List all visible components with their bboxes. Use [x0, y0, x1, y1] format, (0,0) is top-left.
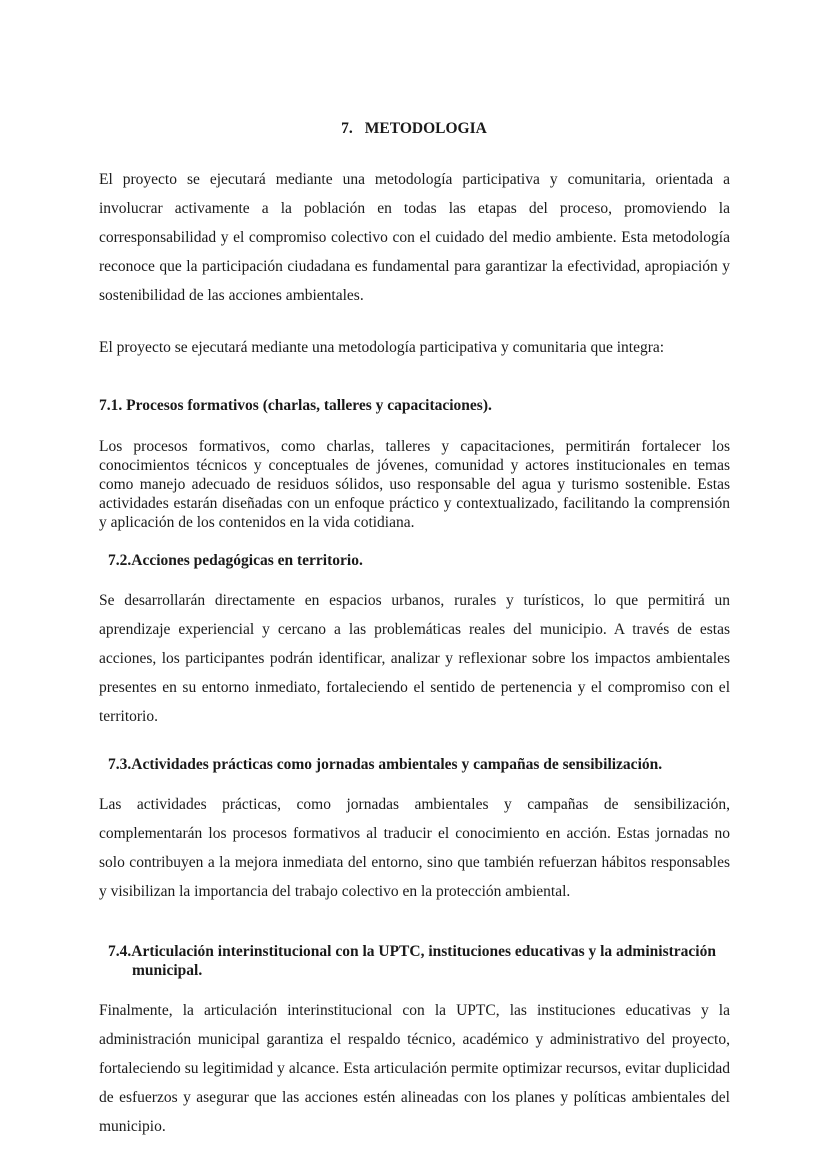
- subsection-heading-7-3: 7.3.Actividades prácticas como jornadas ambientales y campañas de sensibilización.: [108, 756, 663, 773]
- subsection-body-7-4: Finalmente, la articulación interinstitucional con la UPTC, las instituciones educativas y la administración municipal garantiza el respaldo técnico, académico y administrativo del proyecto, fortaleciendo su legitimidad y alcance. Esta articulación permite optimizar recursos, evitar duplicidad de esfuerzos y asegurar que las acciones estén alineadas con los planes y políticas ambientales del municipio.: [99, 1002, 730, 1135]
- subsection-body-7-3: Las actividades prácticas, como jornadas ambientales y campañas de sensibilización, complementarán los procesos formativos al traducir el conocimiento en acción. Estas jornadas no solo contribuyen a la mejora inmediata del entorno, sino que también refuerzan hábitos responsables y visibilizan la importancia del trabajo colectivo en la protección ambiental.: [99, 796, 730, 900]
- section-number: 7.: [341, 120, 353, 137]
- intro-summary: El proyecto se ejecutará mediante una metodología participativa y comunitaria que integra:: [99, 339, 665, 356]
- intro-paragraph: El proyecto se ejecutará mediante una metodología participativa y comunitaria, orientada a involucrar activamente a la población en todas las etapas del proceso, promoviendo la corresponsabilidad y el compromiso colectivo con el cuidado del medio ambiente. Esta metodología reconoce que la participación ciudadana es fundamental para garantizar la efectividad, apropiación y sostenibilidad de las acciones ambientales.: [99, 171, 730, 304]
- section-title-text: METODOLOGIA: [364, 120, 487, 137]
- subsection-heading-7-1: 7.1. Procesos formativos (charlas, talleres y capacitaciones).: [99, 397, 492, 414]
- subsection-body-7-1: Los procesos formativos, como charlas, talleres y capacitaciones, permitirán fortalecer los conocimientos técnicos y conceptuales de jóvenes, comunidad y actores institucionales en temas como manejo adecuado de residuos sólidos, uso responsable del agua y turismo sostenible. Estas actividades estarán diseñadas con un enfoque práctico y contextualizado, facilitando la comprensión y aplicación de los contenidos en la vida cotidiana.: [99, 438, 730, 531]
- section-title: [0, 120, 828, 138]
- subsection-heading-7-2: 7.2.Acciones pedagógicas en territorio.: [108, 552, 363, 569]
- subsection-body-7-2: Se desarrollarán directamente en espacios urbanos, rurales y turísticos, lo que permitirá un aprendizaje experiencial y cercano a las problemáticas reales del municipio. A través de estas acciones, los participantes podrán identificar, analizar y reflexionar sobre los impactos ambientales presentes en su entorno inmediato, fortaleciendo el sentido de pertenencia y el compromiso con el territorio.: [99, 592, 730, 725]
- subsection-heading-7-4: 7.4.Articulación interinstitucional con la UPTC, instituciones educativas y la administración municipal.: [108, 943, 716, 979]
